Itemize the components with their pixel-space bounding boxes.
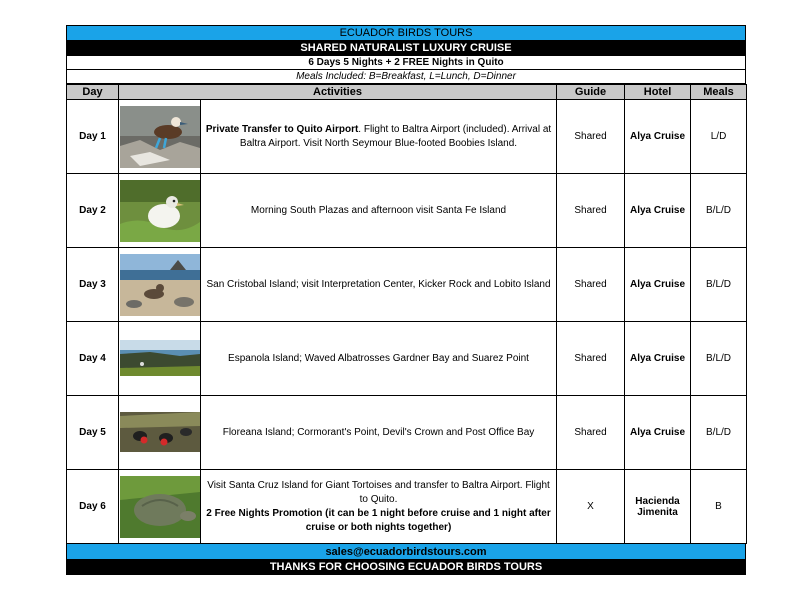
guide-cell: Shared [557, 396, 625, 470]
meals-cell: B [691, 470, 747, 544]
activity-cell [201, 100, 557, 174]
blue-footed-booby-photo [120, 106, 200, 168]
company-title: ECUADOR BIRDS TOURS [66, 25, 746, 41]
guide-cell: Shared [557, 248, 625, 322]
table-row [67, 174, 747, 248]
day-cell: Day 5 [67, 396, 119, 470]
day-cell: Day 2 [67, 174, 119, 248]
hotel-cell: Alya Cruise [625, 396, 691, 470]
hotel-cell: Alya Cruise [625, 248, 691, 322]
coastal-cliffs-photo [120, 328, 200, 390]
col-activities: Activities [119, 85, 557, 100]
table-row [67, 248, 747, 322]
frigatebirds-photo [120, 402, 200, 464]
table-header-row [67, 85, 747, 100]
meals-cell: L/D [691, 100, 747, 174]
hotel-cell: Hacienda Jimenita [625, 470, 691, 544]
guide-cell: Shared [557, 174, 625, 248]
guide-cell: Shared [557, 100, 625, 174]
hotel-cell: Alya Cruise [625, 322, 691, 396]
sales-email[interactable]: sales@ecuadorbirdstours.com [66, 544, 746, 560]
activity-cell [201, 470, 557, 544]
table-row [67, 396, 747, 470]
day-cell: Day 6 [67, 470, 119, 544]
activity-cell: Espanola Island; Waved Albatrosses Gardner Bay and Suarez Point [201, 322, 557, 396]
col-meals: Meals [691, 85, 747, 100]
meals-legend: Meals Included: B=Breakfast, L=Lunch, D=Dinner [66, 70, 746, 84]
albatross-chick-photo [120, 180, 200, 242]
guide-cell: Shared [557, 322, 625, 396]
table-row [67, 322, 747, 396]
duration-line: 6 Days 5 Nights + 2 FREE Nights in Quito [66, 56, 746, 70]
activity-cell: Morning South Plazas and afternoon visit Santa Fe Island [201, 174, 557, 248]
hotel-cell: Alya Cruise [625, 174, 691, 248]
sea-lion-beach-photo [120, 254, 200, 316]
activity-text: . Flight to Baltra Airport (included). Arrival at Baltra Airport. Visit North Seymour Blue-footed Boobies Island. [239, 123, 552, 149]
table-row [67, 100, 747, 174]
day-cell: Day 4 [67, 322, 119, 396]
col-hotel: Hotel [625, 85, 691, 100]
col-guide: Guide [557, 85, 625, 100]
itinerary-sheet [66, 25, 746, 575]
thanks-footer: THANKS FOR CHOOSING ECUADOR BIRDS TOURS [66, 560, 746, 575]
activity-text: Visit Santa Cruz Island for Giant Tortoises and transfer to Baltra Airport. Flight to Quito. [207, 479, 550, 505]
table-row [67, 470, 747, 544]
day-cell: Day 3 [67, 248, 119, 322]
cruise-title: SHARED NATURALIST LUXURY CRUISE [66, 41, 746, 56]
activity-cell: San Cristobal Island; visit Interpretation Center, Kicker Rock and Lobito Island [201, 248, 557, 322]
meals-cell: B/L/D [691, 248, 747, 322]
meals-cell: B/L/D [691, 396, 747, 470]
col-day: Day [67, 85, 119, 100]
meals-cell: B/L/D [691, 174, 747, 248]
day-cell: Day 1 [67, 100, 119, 174]
activity-highlight: Private Transfer to Quito Airport [205, 123, 359, 135]
giant-tortoise-photo [120, 476, 200, 538]
guide-cell: X [557, 470, 625, 544]
activity-cell: Floreana Island; Cormorant's Point, Devil's Crown and Post Office Bay [201, 396, 557, 470]
promotion-note: 2 Free Nights Promotion (it can be 1 night before cruise and 1 night after cruise or both nights together) [206, 507, 551, 533]
itinerary-table [66, 84, 747, 544]
meals-cell: B/L/D [691, 322, 747, 396]
hotel-cell: Alya Cruise [625, 100, 691, 174]
